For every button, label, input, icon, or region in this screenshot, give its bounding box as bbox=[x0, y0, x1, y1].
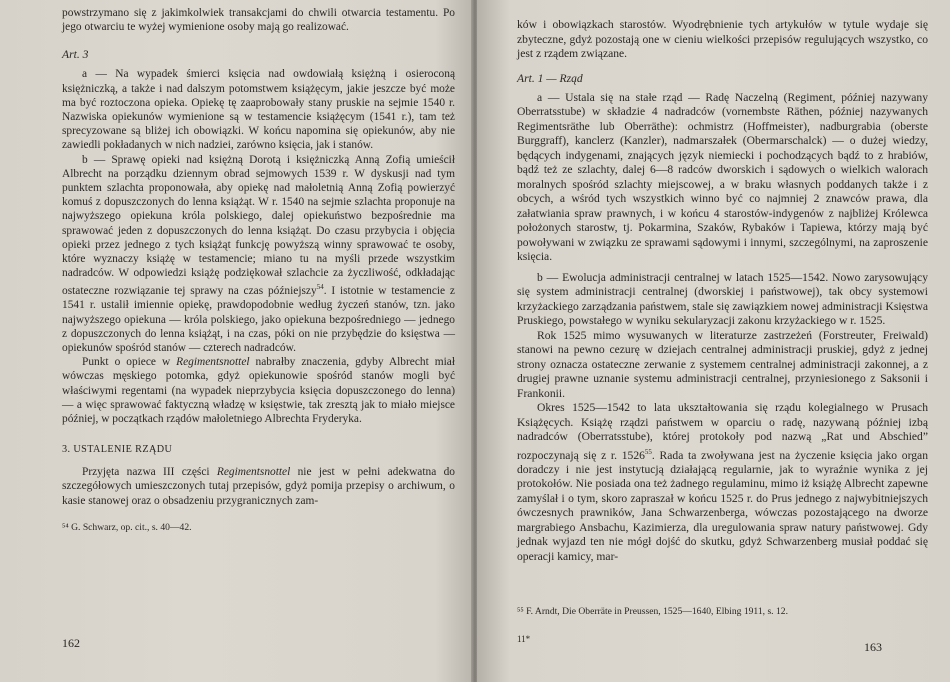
right-paragraph-a: a — Ustala się na stałe rząd — Radę Naczelną (Regiment, później nazywany Oberratsstube) w składzie 4 nadradców (vornembste Räthen, później nazywanych Regimentsräthe lub Oberräthe): ochmistrz (Hoffmeister), nadburgrabia (oberste Burggraff), kanclerz (Kanzler), nadmarszałek (Obermarschalck) — o dużej wiedzy, będących indygenami, znających język niemiecki i pochodzących bądź to z hrabiów, bądź też ze szlachty, dalej 6—8 radców dworskich i sądowych o wielkich walorach moralnych spośród szlachty miejscowej, a w braku własnych poddanych także i z obcych, a wśród tych wszystkich winno być co najmniej 2 znawców prawa, dla załatwiania spraw prawnych, i w końcu 4 starostów-indygenów z najbliżej Królewca położonych starostw, tj. Pokarmina, Szaków, Rybaków i Tapiewa, którzy mają być powoływani w związku ze sprawami sądowymi i innymi, szczególnymi, na zaproszenie księcia. bbox=[517, 90, 928, 263]
right-footnote: ⁵⁵ F. Arndt, Die Oberräte in Preussen, 1525—1640, Elbing 1911, s. 12. bbox=[517, 606, 788, 617]
left-paragraph-d-end: nie jest w pełni adekwatna do szczegółowych umieszczonych tutaj przepisów, gdyż pomija przepisy o archiwum, o kasie stanowej oraz o obsadzeniu przygranicznych zam- bbox=[62, 466, 455, 507]
right-paragraph-d-end: . Rada ta zwoływana jest na życzenie księcia jako organ doradczy i nie jest instytucją działającą regularnie, jak to wyraźnie wynika z jej protokołów. Nie posiada ona też żadnego regulaminu, mimo iż książę Albrecht zapewne zamyślał i o tym, skoro zapraszał w końcu 1525 r. do Prus jednego z najwybitniejszych ówczesnych prawników, Jana Schwarzenberga, wówczas pozostającego na dworze margrabiego Ansbachu, Kazimierza, dla uregulowania spraw natury państwowej. Gdy jednak wyjazd ten nie mógł dojść do skutku, gdyż Schwarzenberg musiał poddać się operacji kamicy, mar- bbox=[517, 448, 928, 563]
left-paragraph-b-text: b — Sprawę opieki nad księżną Dorotą i księżniczką Anną Zofią umieścił Albrecht na porządku dziennym obrad sejmowych 1539 r. W dyskusji nad tym punktem szlachta proponowała, aby opiekę nad małoletnią Anną Zofią powierzyć komuś z dopuszczonych do lenna książąt. W r. 1540 na sejmie szlachta proponuje na najwyższego opiekuna króla polskiego, dalej opiekuństwo bezpośrednie ma sprawować jeden z dopuszczonych do lenna książąt. Do czasu przybycia i objęcia opieki przez jednego z tych książąt funkcję powyższą winny sprawować te osoby, które wyznaczy książę w testamencie; miano tu na myśli przede wszystkim nadradców. W odpowiedzi książę podziękował szlachcie za życzliwość, odkładając ostateczne rozwiązanie tej sprawy na czas późniejszy bbox=[62, 153, 455, 298]
left-footnote: ⁵⁴ G. Schwarz, op. cit., s. 40—42. bbox=[62, 521, 192, 533]
left-intro-paragraph: powstrzymano się z jakimkolwiek transakcjami do chwili otwarcia testamentu. Po jego otwarciu te wyżej wymienione osoby mają go realizować. bbox=[62, 7, 455, 34]
left-paragraph-b-end: . I istotnie w testamencie z 1541 r. ustalił imiennie opiekę, prawdopodobnie według życzeń stanów, tzn. jako najwyższego opiekuna — króla polskiego, jako opiekuna bezpośredniego — jednego z dopuszczonych do lenna książąt, i na czas, póki on nie przybędzie do księstwa — opiekunów spośród stanów — czterech nadradców. bbox=[62, 285, 455, 355]
left-paragraph-c-start: Punkt o opiece w bbox=[82, 356, 177, 369]
section-heading: 3. USTALENIE RZĄDU bbox=[62, 444, 173, 456]
footnote-ref-55: 55 bbox=[644, 447, 652, 456]
right-paragraph-c: Rok 1525 mimo wysuwanych w literaturze zastrzeżeń (Forstreuter, Freiwald) stanowi na pewno cezurę w dziejach centralnej administracji pruskiej, gdyż z jednej strony oznacza ostateczne zerwanie z systemem centralnej administracji zakonnej, a z drugiej prawne uznanie systemu administracji centralnej, przyniesionego z Saksonii i Frankonii. bbox=[517, 328, 928, 400]
signature-mark: 11* bbox=[517, 634, 531, 644]
left-page-number: 162 bbox=[62, 636, 80, 650]
left-paragraph-c-italic: Regimentsnottel bbox=[176, 356, 250, 369]
right-article-heading: Art. 1 — Rząd bbox=[517, 71, 583, 85]
left-paragraph-c-end: nabrałby znaczenia, gdyby Albrecht miał wówczas męskiego potomka, gdyż opiekunowie spośród stanów mogli być właściwymi regentami (na wypadek nieprzybycia księcia dopuszczonego do lenna) — a więc sprawować faktyczną władzę w księstwie, tak zresztą jak to miało miejsce później, w początkach rządów małoletniego Albrechta Fryderyka. bbox=[62, 356, 455, 426]
left-paragraph-c bbox=[62, 355, 455, 426]
right-page-number: 163 bbox=[864, 640, 882, 654]
right-intro-paragraph: ków i obowiązkach starostów. Wyodrębnienie tych artykułów w tytule wydaje się zbyteczne, gdyż pozostają one w cieniu wielkości przepisów regulujących wszystko, co jest z rządem związane. bbox=[517, 18, 928, 60]
left-paragraph-d bbox=[62, 465, 455, 508]
left-page bbox=[0, 0, 473, 682]
left-paragraph-b bbox=[62, 153, 455, 356]
right-paragraph-d bbox=[517, 401, 928, 564]
left-paragraph-d-italic: Regimentsnottel bbox=[216, 466, 291, 479]
left-article-heading: Art. 3 bbox=[62, 48, 89, 62]
left-paragraph-a: a — Na wypadek śmierci księcia nad owdowiałą księżną i osieroconą księżniczką, a także i nad dalszym potomstwem książęcym, jakie jeszcze być może ma być roztoczona opieka. Opiekę tę zaaprobowały stany pruskie na sejmie 1540 r. Nazwiska opiekunów wymienione są w testamencie książęcym (1541 r.), tam też sprecyzowane są bliżej ich obowiązki. W końcu napomina się opiekunów, aby nie zawiedli pokładanych w nich nadziei, zarówno księcia, jak i stanów. bbox=[62, 68, 455, 152]
left-paragraph-d-start: Przyjęta nazwa III części bbox=[82, 466, 217, 479]
right-paragraph-b: b — Ewolucja administracji centralnej w latach 1525—1542. Nowo zarysowujący się system administracji centralnej (dworskiej i państwowej), tak obcy systemowi krzyżackiego zarządzania państwem, stale się zawiązkiem nowej administracji Księstwa Pruskiego, powstałego w wyniku sekularyzacji zakonu krzyżackiego w r. 1525. bbox=[517, 270, 928, 327]
right-page bbox=[477, 0, 950, 682]
right-paragraph-d-text: Okres 1525—1542 to lata ukształtowania się rządu kolegialnego w Prusach Książęcych. Książę rządzi państwem w oparciu o radę, nazywaną później izbą nadradców (Oberratsstube), której protokoły pod nazwą „Rat und Abschied” rozpoczynają się z r. 1526 bbox=[517, 401, 928, 462]
footnote-ref-54: 54 bbox=[316, 283, 324, 292]
